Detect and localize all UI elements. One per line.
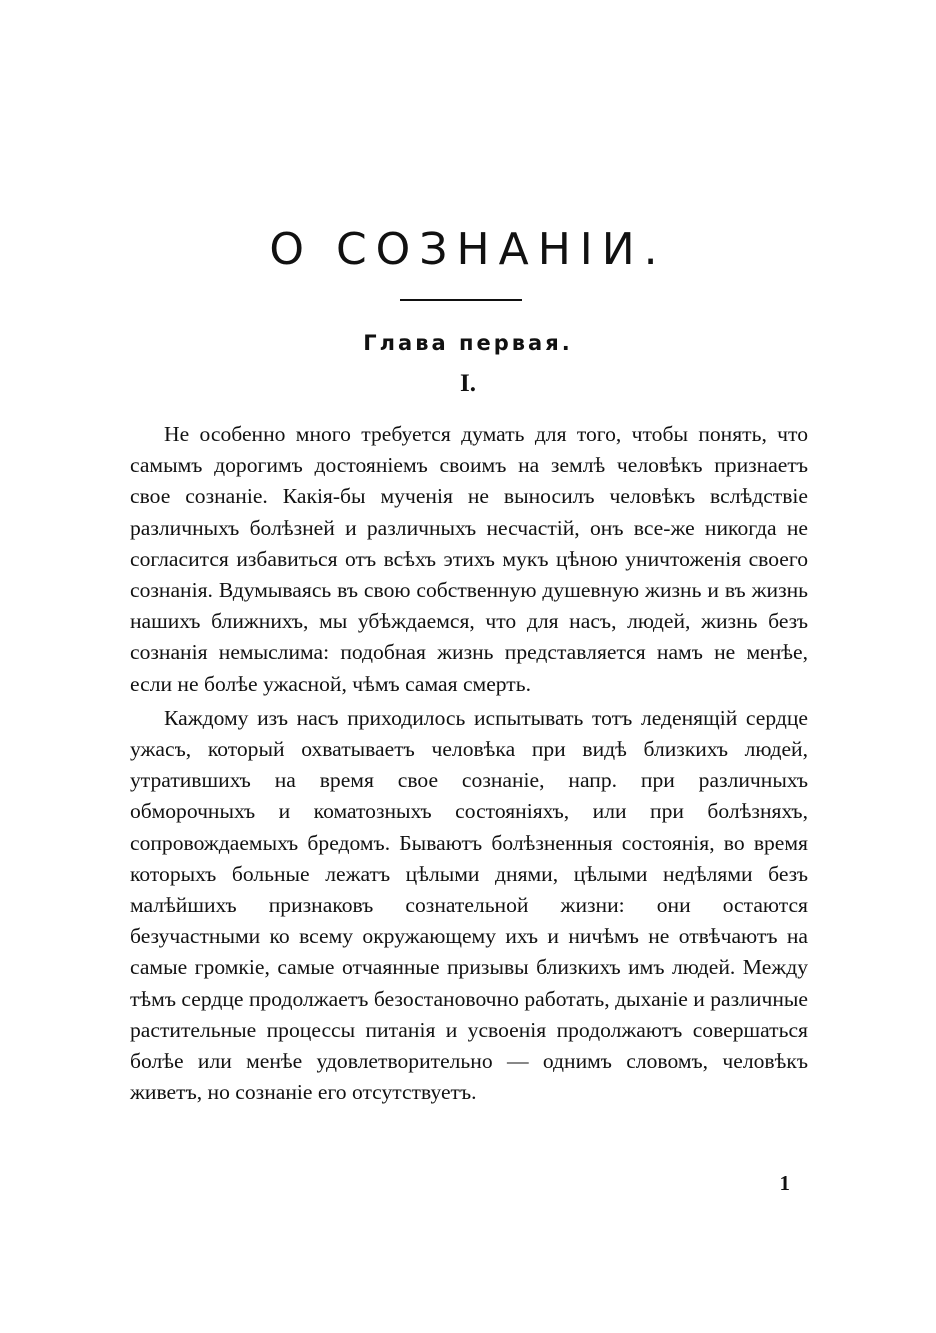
- paragraph-2: Каждому изъ насъ приходилось испытывать тотъ леденящій сердце ужасъ, который охватываетъ человѣка при видѣ близкихъ людей, утратившихъ на время свое сознаніе, напр. при различныхъ обморочныхъ и коматозныхъ состояніяхъ, или при болѣзняхъ, сопровождаемыхъ бредомъ. Бываютъ болѣзненныя состоянія, во время которыхъ больные лежатъ цѣлыми днями, цѣлыми недѣлями безъ малѣйшихъ признаковъ сознательной жизни: они остаются безучастными ко всему окружающему ихъ и ничѣмъ не отвѣчаютъ на самые громкіе, самые отчаянные призывы близкихъ имъ людей. Между тѣмъ сердце продолжаетъ безостановочно работать, дыханіе и различные растительные процессы питанія и усвоенія продолжаютъ совершаться болѣе или менѣе удовлетворительно — однимъ словомъ, человѣкъ живетъ, но сознаніе его отсутствуетъ.: [130, 705, 808, 1105]
- title-divider: [400, 299, 522, 301]
- paragraph-1: Не особенно много требуется думать для того, чтобы понять, что самымъ дорогимъ достояніемъ своимъ на землѣ человѣкъ признаетъ свое сознаніе. Какія-бы мученія не выносилъ человѣкъ вслѣдствіе различныхъ болѣзней и различныхъ несчастій, онъ все-же никогда не согласится избавиться отъ всѣхъ этихъ мукъ цѣною уничтоженія своего сознанія. Вдумываясь въ свою собственную душевную жизнь и въ жизнь нашихъ ближнихъ, мы убѣждаемся, что для насъ, людей, жизнь безъ сознанія немыслима: подобная жизнь представляется намъ не менѣе, если не болѣе ужасной, чѣмъ самая смерть.: [130, 422, 808, 696]
- chapter-heading: Глава первая.: [363, 331, 573, 355]
- section-number: I.: [460, 370, 476, 397]
- body-text: [130, 419, 808, 1108]
- page-title: О СОЗНАНІИ.: [269, 224, 667, 275]
- page-number: 1: [779, 1171, 790, 1195]
